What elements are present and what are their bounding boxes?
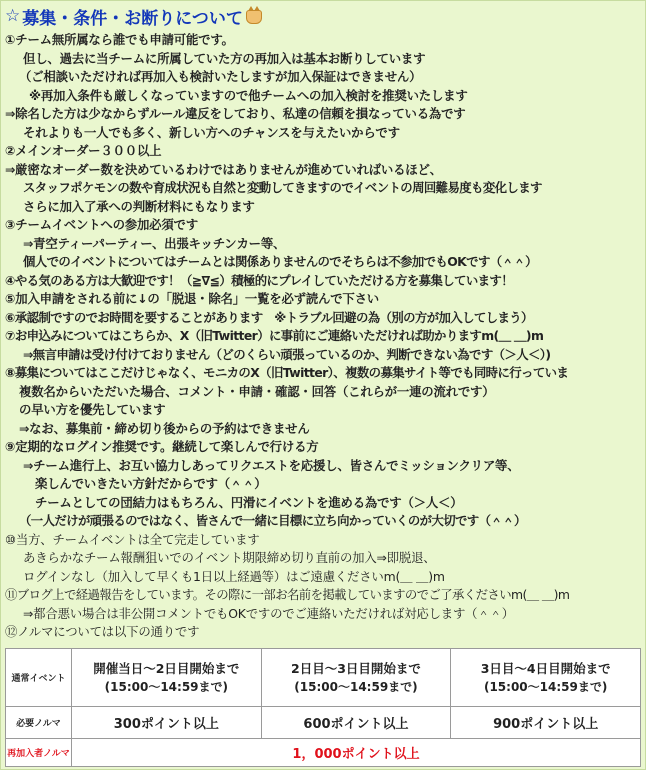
rule-2-heading: ②メインオーダー３００以上 [5, 143, 162, 158]
rule-7-heading: ⑦お申込みについてはこちらか、X（旧Twitter）に事前にご連絡いただければ助かりますm(＿ ＿)m [5, 328, 544, 343]
rule-5-heading: ⑤加入申請をされる前に↓の「脱退・除名」一覧を必ず読んで下さい [5, 291, 380, 306]
period-time: (15:00～14:59まで) [483, 679, 608, 694]
rule-6-heading: ⑥承認制ですのでお時間を要することがあります ※トラブル回避の為（別の方が加入してしまう） [5, 309, 533, 325]
rule-2-detail: さらに加入了承への判断材料にもなります [23, 198, 255, 214]
period-label: 3日目～4日目開始まで [480, 660, 611, 676]
period-column-header [261, 649, 451, 707]
quota-table-row [6, 739, 641, 767]
rule-10-detail: ログインなし（加入して早くも1日以上経過等）はご遠慮くださいm(＿ ＿)m [23, 568, 445, 584]
rule-10-heading: ⑩当方、チームイベントは全て完走しています [5, 531, 260, 547]
rule-1-reason: それよりも一人でも多く、新しい方へのチャンスを与えたいからです [23, 124, 400, 140]
rule-1-detail: ※再加入条件も厳しくなっていますので他チームへの加入検討を推奨いたします [29, 87, 468, 103]
quota-table [5, 648, 641, 767]
quota-cell: 900ポイント以上 [451, 707, 641, 739]
rule-9-detail: ⇒チーム進行上、お互い協力しあってリクエストを応援し、皆さんでミッションクリア等、 [23, 457, 520, 473]
period-column-header [72, 649, 262, 707]
quota-table-row [6, 649, 641, 707]
rule-8-detail: ⇒なお、募集前・締め切り後からの予約はできません [19, 420, 310, 436]
rule-12-heading: ⑫ノルマについては以下の通りです [5, 624, 200, 639]
rule-1-reason: ⇒除名した方は少なからずルール違反をしており、私達の信頼を損なっている為です [5, 106, 466, 121]
row-header-rejoin: 再加入者ノルマ [6, 739, 72, 767]
quota-cell: 600ポイント以上 [261, 707, 451, 739]
star-icon: ☆ [5, 6, 21, 26]
row-header-quota: 必要ノルマ [6, 707, 72, 739]
row-header-event: 通常イベント [6, 649, 72, 707]
period-label: 2日目～3日目開始まで [291, 660, 421, 676]
rule-10-detail: あきらかなチーム報酬狙いでのイベント期限締め切り直前の加入⇒即脱退、 [23, 550, 436, 565]
period-column-header [451, 649, 641, 707]
rule-9-detail: 楽しんでいきたい方針だからです（＾＾） [35, 476, 267, 491]
rule-2-detail: ⇒厳密なオーダー数を決めているわけではありませんが進めていればいるほど、 [5, 161, 442, 177]
rule-11-heading: ⑪ブログ上で経過報告をしています。その際に一部お名前を掲載していますのでご了承くださいm(＿ ＿)m [5, 587, 570, 602]
rejoin-quota-cell: 1，000ポイント以上 [72, 739, 641, 767]
rule-11-detail: ⇒都合悪い場合は非公開コメントでもOKですのでご連絡いただければ対応します（＾＾） [23, 605, 514, 621]
rule-8-detail: の早い方を優先しています [19, 402, 166, 417]
quota-cell: 300ポイント以上 [72, 707, 262, 739]
period-time: (15:00～14:59まで) [104, 679, 229, 694]
rule-9-detail: チームとしての団結力はもちろん、円滑にイベントを進める為です（＞人＜） [35, 494, 463, 510]
page-title [5, 3, 645, 29]
rule-2-detail: スタッフポケモンの数や育成状況も自然と変動してきますのでイベントの周回難易度も変化します [23, 180, 542, 195]
period-label: 開催当日～2日目開始まで [93, 660, 240, 676]
rule-7-detail: ⇒無言申請は受け付けておりません（どのくらい頑張っているのか、判断できない為です（＞人＜）) [23, 346, 551, 362]
rule-1-detail: （ご相談いただければ再加入も検討いたしますが加入保証はできません） [19, 69, 422, 84]
period-time: (15:00～14:59まで) [294, 679, 418, 694]
quota-table-row [6, 707, 641, 739]
rule-4-heading: ④やる気のある方は大歓迎です！（≧∇≦）積極的にプレイしていただける方を募集しています！ [5, 272, 513, 288]
rules-list [5, 31, 645, 642]
rule-9-heading: ⑨定期的なログイン推奨です。継続して楽しんで行ける方 [5, 439, 319, 454]
rule-8-detail: 複数名からいただいた場合、コメント・申請・確認・回答（これらが一連の流れです） [19, 383, 495, 399]
rule-3-heading: ③チームイベントへの参加必須です [5, 217, 198, 232]
rule-9-detail: （一人だけが頑張るのではなく、皆さんで一緒に目標に立ち向かっていくのが大切です（＾＾） [19, 513, 526, 528]
rule-3-detail: ⇒青空ティーパーティー、出張キッチンカー等、 [23, 235, 286, 251]
page-title-text: 募集・条件・お断りについて [22, 8, 243, 29]
rule-3-detail: 個人でのイベントについてはチームとは関係ありませんのでそちらは不参加でもOKです（＾＾） [23, 254, 537, 269]
rule-1-heading: ①チーム無所属なら誰でも申請可能です。 [5, 32, 234, 47]
rule-1-detail: 但し、過去に当チームに所属していた方の再加入は基本お断りしています [23, 50, 426, 66]
rule-8-heading: ⑧募集についてはここだけじゃなく、モニカのX（旧Twitter）、複数の募集サイト等でも同時に行っていま [5, 365, 569, 380]
cat-face-icon [246, 10, 262, 24]
